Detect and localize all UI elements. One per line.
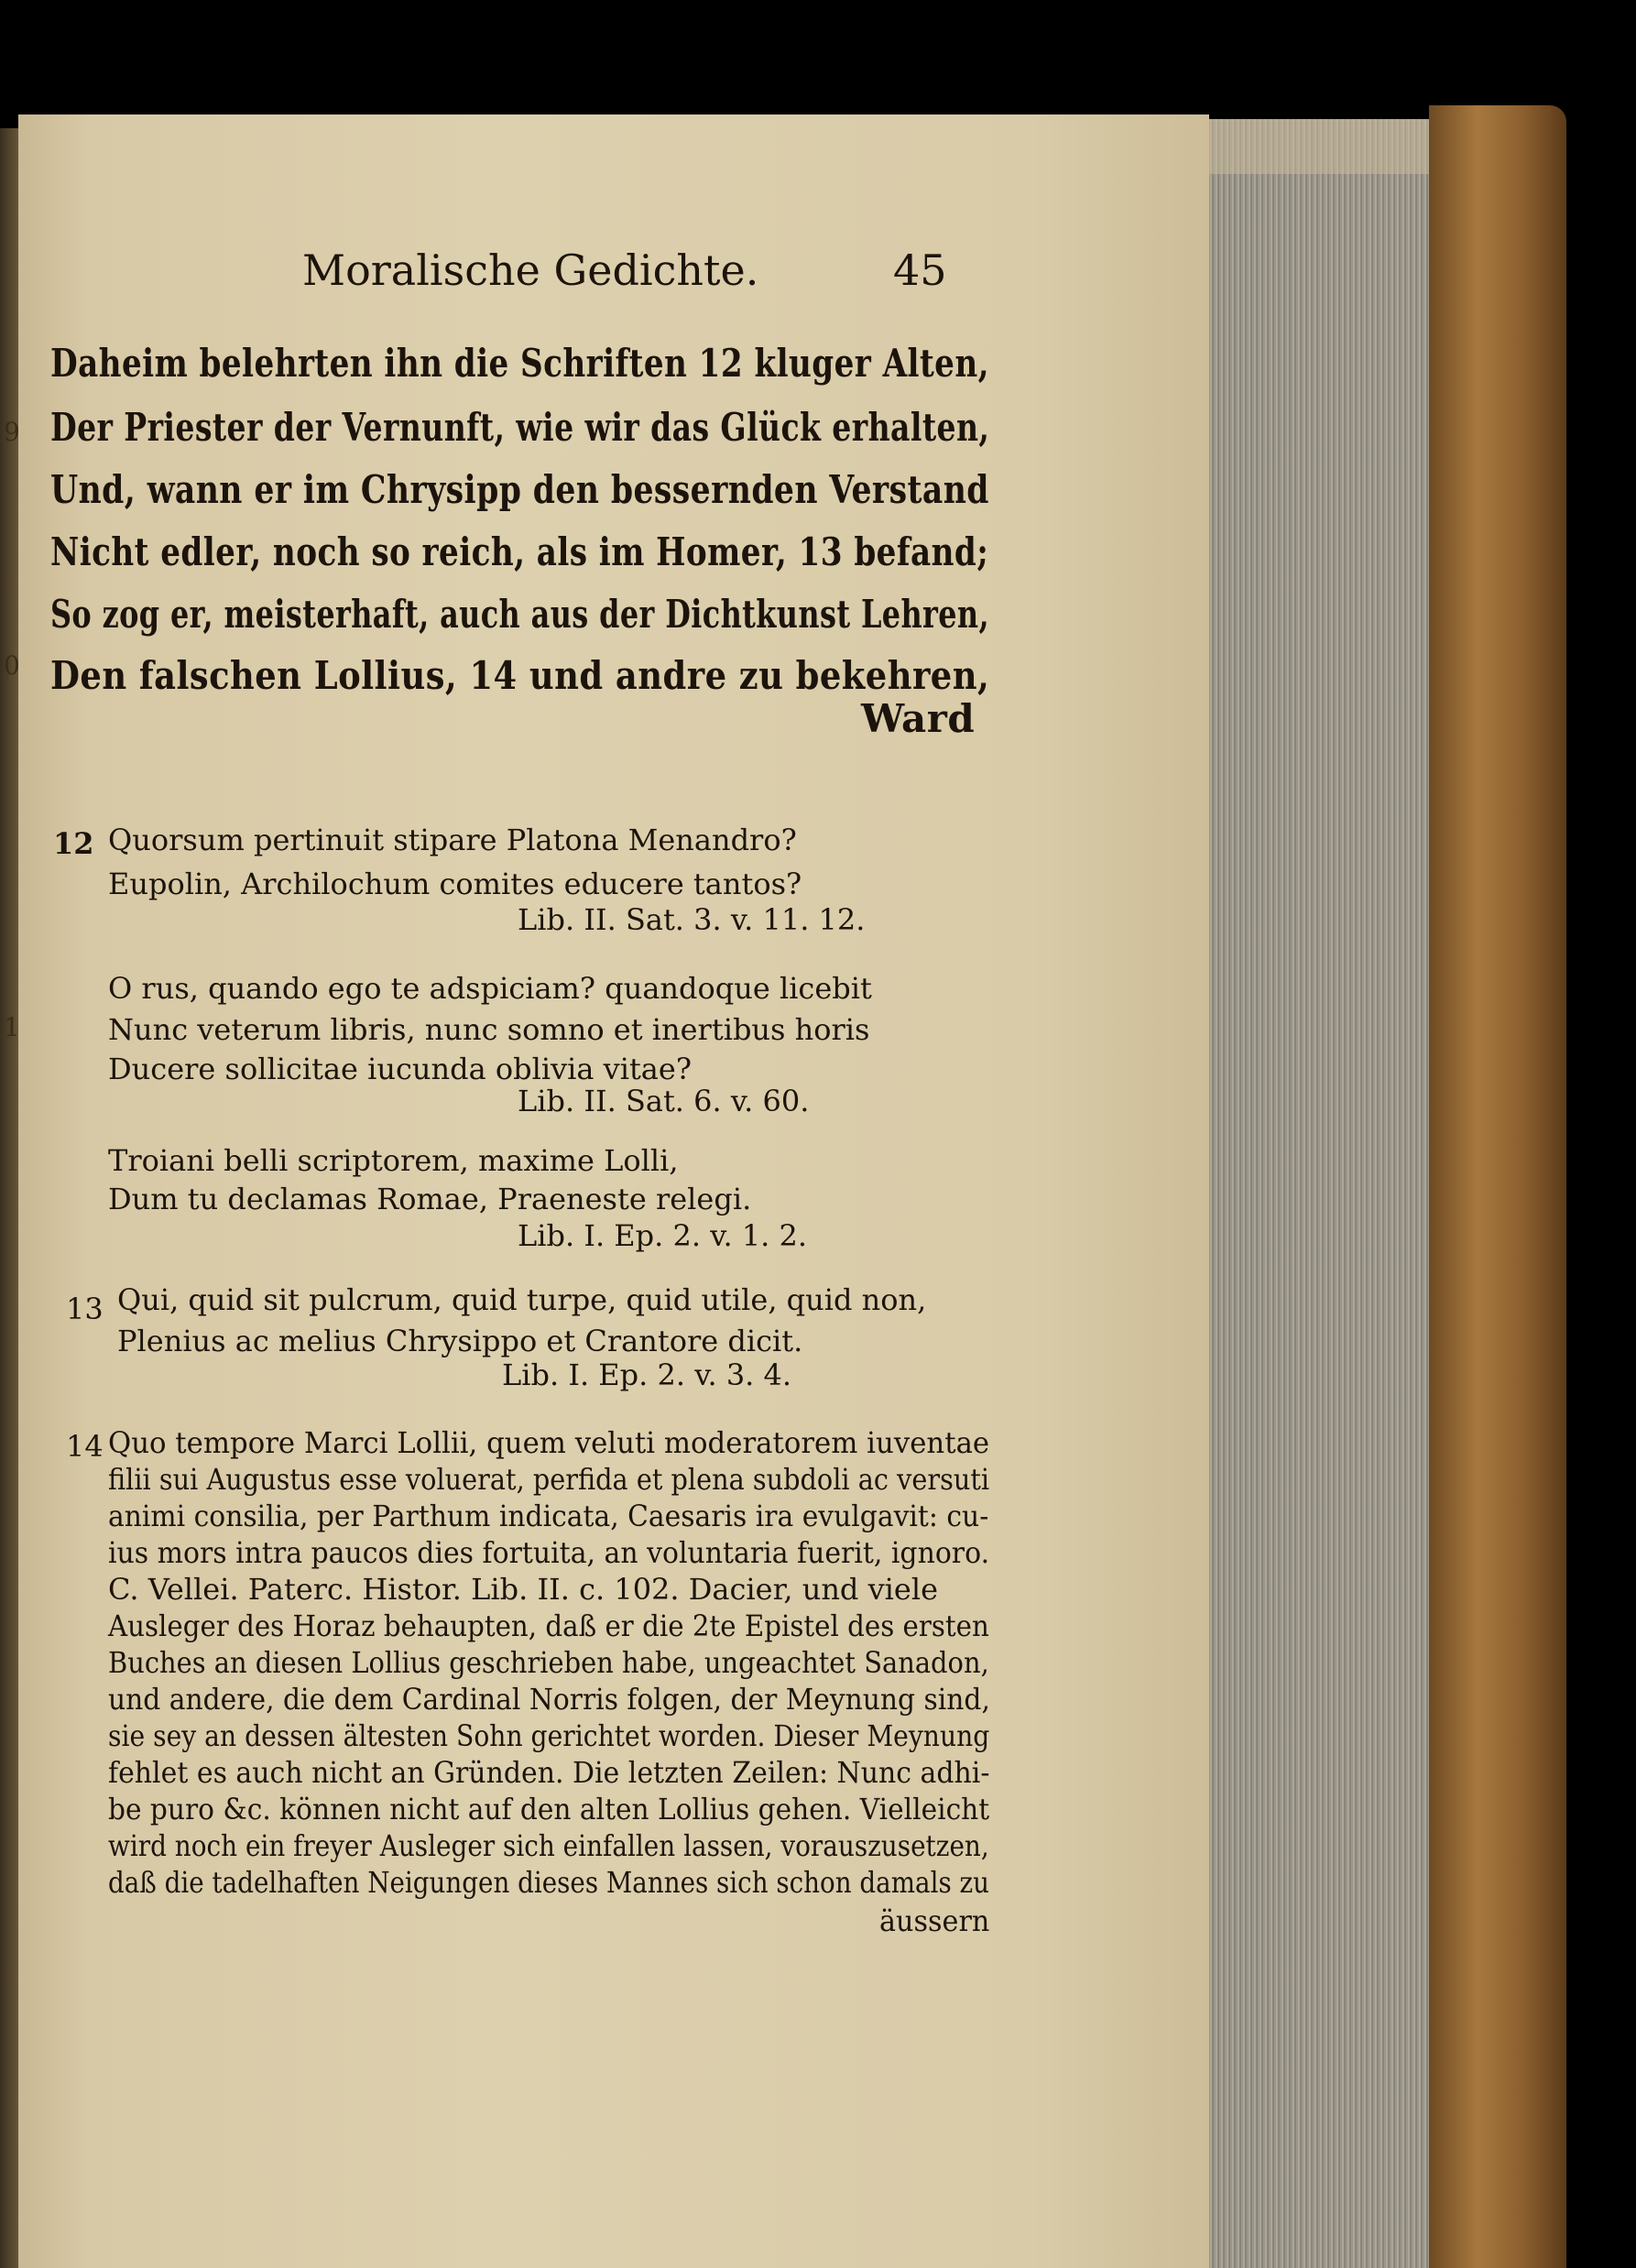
footnote-line: O rus, quando ego te adspiciam? quandoque licebit: [108, 971, 872, 1006]
footnote-line: Plenius ac melius Chrysippo et Crantore dicit.: [117, 1324, 803, 1358]
footnote-line: Quorsum pertinuit stipare Platona Menandro?: [108, 823, 797, 857]
footnote-number: 13: [66, 1292, 104, 1326]
previous-page-edge: [0, 128, 20, 2268]
footnote-citation: Lib. II. Sat. 3. v. 11. 12.: [518, 902, 866, 937]
footnote-line: Buches an diesen Lollius geschrieben habe, ungeachtet Sanadon,: [108, 1645, 989, 1680]
footnote-line: Nunc veterum libris, nunc somno et inertibus horis: [108, 1012, 870, 1047]
footnote-line: animi consilia, per Parthum indicata, Caesaris ira evulgavit: cu-: [108, 1499, 989, 1533]
page-number: 45: [893, 245, 947, 295]
catchword: äussern: [879, 1903, 990, 1938]
footnote-line: wird noch ein freyer Ausleger sich einfallen lassen, vorauszusetzen,: [108, 1828, 989, 1863]
footnote-citation: Lib. II. Sat. 6. v. 60.: [518, 1084, 810, 1118]
verse-line: Und, wann er im Chrysipp den bessernden Verstand: [50, 467, 989, 512]
margin-mark: 1: [4, 1012, 20, 1042]
catchword: Ward: [861, 696, 976, 741]
book-cover-edge: [1429, 105, 1566, 2268]
footnote-number: 12: [53, 826, 94, 861]
running-head: Moralische Gedichte.: [302, 245, 759, 295]
footnote-citation: Lib. I. Ep. 2. v. 1. 2.: [518, 1218, 808, 1253]
footnote-line: daß die tadelhaften Neigungen dieses Mannes sich schon damals zu: [108, 1865, 989, 1900]
footnote-line: und andere, die dem Cardinal Norris folgen, der Meynung sind,: [108, 1682, 990, 1717]
footnote-line: Troiani belli scriptorem, maxime Lolli,: [108, 1143, 679, 1178]
footnote-line: sie sey an dessen ältesten Sohn gerichtet worden. Dieser Meynung: [108, 1718, 990, 1753]
verse-line: So zog er, meisterhaft, auch aus der Dichtkunst Lehren,: [50, 592, 990, 637]
footnote-citation: Lib. I. Ep. 2. v. 3. 4.: [502, 1358, 792, 1392]
margin-mark: 9: [4, 417, 20, 447]
footnote-line: Eupolin, Archilochum comites educere tantos?: [108, 867, 802, 901]
verse-line: Der Priester der Vernunft, wie wir das Glück erhalten,: [50, 405, 990, 450]
footnote-line: ius mors intra paucos dies fortuita, an voluntaria fuerit, ignoro.: [108, 1535, 990, 1570]
verse-line: Daheim belehrten ihn die Schriften 12 kluger Alten,: [50, 341, 989, 386]
verse-line: Nicht edler, noch so reich, als im Homer, 13 befand;: [50, 529, 989, 574]
footnote-line: Dum tu declamas Romae, Praeneste relegi.: [108, 1182, 752, 1216]
footnote-line: be puro &c. können nicht auf den alten Lollius gehen. Vielleicht: [108, 1792, 990, 1826]
verse-line: Den falschen Lollius, 14 und andre zu bekehren,: [50, 653, 990, 698]
footnote-line: fehlet es auch nicht an Gründen. Die letzten Zeilen: Nunc adhi-: [108, 1755, 990, 1790]
margin-mark: 0: [4, 650, 20, 681]
footnote-line: Qui, quid sit pulcrum, quid turpe, quid utile, quid non,: [117, 1282, 927, 1317]
footnote-line: Ducere sollicitae iucunda oblivia vitae?: [108, 1052, 692, 1086]
footnote-line: Ausleger des Horaz behaupten, daß er die 2te Epistel des ersten: [108, 1608, 989, 1643]
footnote-number: 14: [66, 1429, 104, 1464]
footnote-line: C. Vellei. Paterc. Histor. Lib. II. c. 102. Dacier, und viele: [108, 1572, 938, 1607]
footnote-line: filii sui Augustus esse voluerat, perfida et plena subdoli ac versuti: [108, 1462, 990, 1497]
footnote-line: Quo tempore Marci Lollii, quem veluti moderatorem iuventae: [108, 1425, 990, 1460]
